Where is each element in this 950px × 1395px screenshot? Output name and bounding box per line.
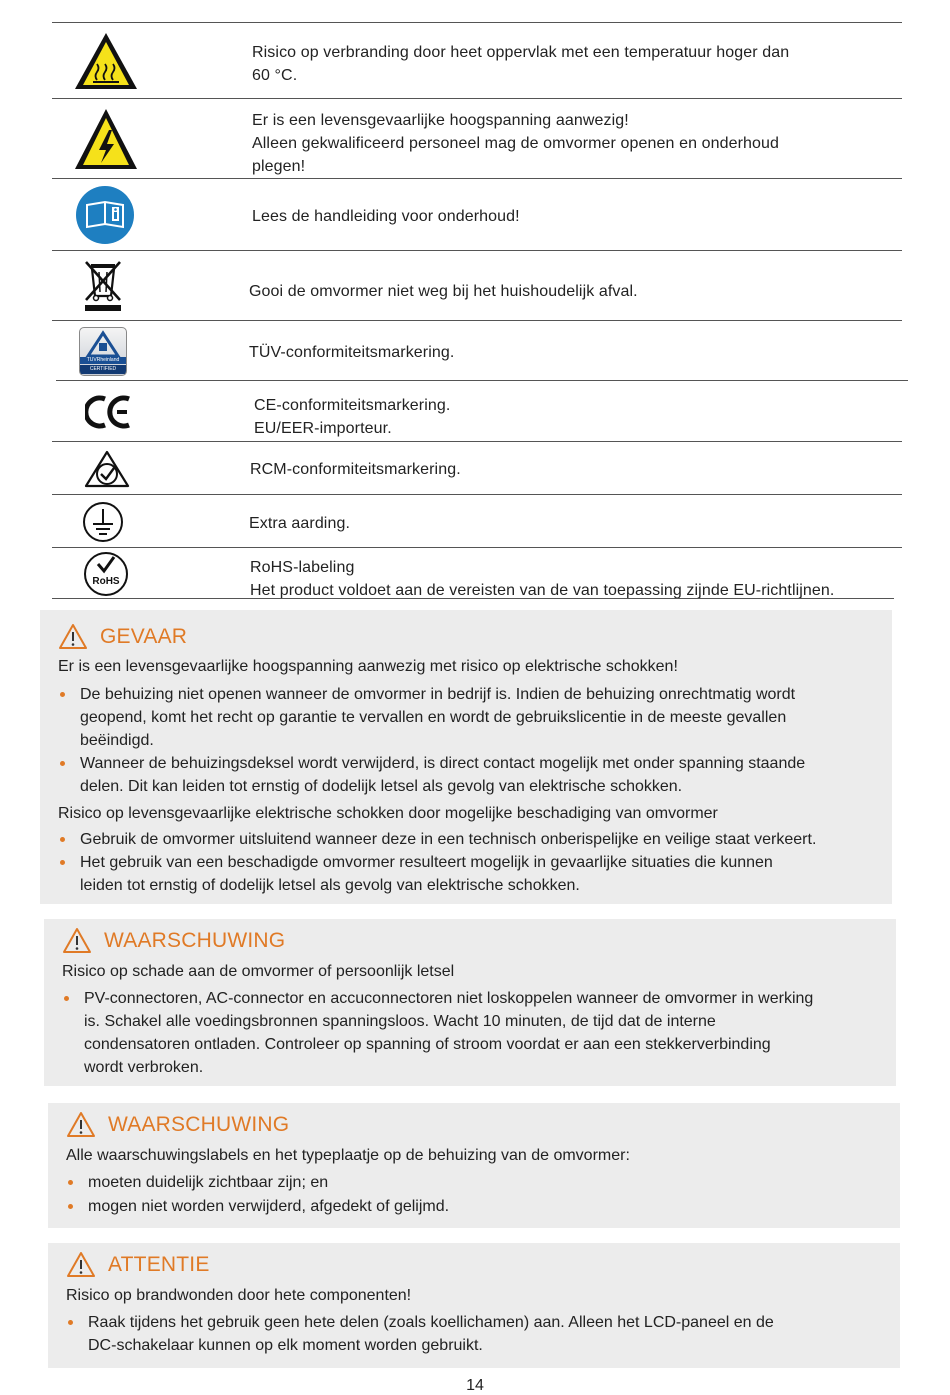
- bullet-line: beëindigd.: [80, 732, 154, 749]
- bullet-line: moeten duidelijk zichtbaar zijn; en: [88, 1174, 329, 1191]
- description-line: Risico op verbranding door heet oppervlak met een temperatuur hoger dan: [252, 44, 790, 61]
- bullet-line: PV-connectoren, AC-connector en accuconnectoren niet loskoppelen wanneer de omvormer in werking: [84, 990, 814, 1007]
- high-voltage-warning-icon: [52, 99, 160, 179]
- protective-earth-icon: [52, 495, 154, 548]
- symbol-row: [52, 22, 902, 99]
- bullet-dot-icon: [68, 1180, 73, 1185]
- symbol-row: [52, 547, 902, 600]
- page-number: 14: [466, 1377, 484, 1394]
- bullet-line: condensatoren ontladen. Controleer op spanning of stroom voordat er aan een stekkerverbinding: [84, 1036, 771, 1053]
- description-line: TÜV-conformiteitsmarkering.: [249, 344, 455, 361]
- symbol-description: [254, 394, 450, 440]
- notice-paragraph: Risico op levensgevaarlijke elektrische schokken door mogelijke beschadiging van omvormer: [58, 805, 718, 822]
- symbol-row: [52, 441, 902, 495]
- bullet-text: [84, 987, 813, 1079]
- symbol-row: [52, 250, 902, 321]
- bullet-line: is. Schakel alle voedingsbronnen spanningsloos. Wacht 10 minuten, de tijd dat de interne: [84, 1013, 716, 1030]
- bullet-text: [80, 683, 795, 752]
- symbol-row: [52, 178, 902, 251]
- bullet-dot-icon: [68, 1320, 73, 1325]
- notice-header: [66, 1251, 210, 1278]
- ce-mark-icon: [56, 381, 162, 442]
- tuv-logo-name: TÜVRheinland: [80, 357, 126, 364]
- bullet-dot-icon: [68, 1204, 73, 1209]
- symbol-row: [52, 320, 902, 381]
- bullet-line: Wanneer de behuizingsdeksel wordt verwijderd, is direct contact mogelijk met onder spanning staande: [80, 755, 806, 772]
- hot-surface-warning-icon: [52, 23, 160, 99]
- description-line: Er is een levensgevaarlijke hoogspanning aanwezig!: [252, 112, 629, 129]
- bullet-dot-icon: [60, 692, 65, 697]
- symbol-description: [250, 556, 834, 602]
- notice-header: [58, 623, 187, 650]
- symbol-row: [52, 494, 902, 548]
- notice-paragraph: Risico op schade aan de omvormer of persoonlijk letsel: [62, 963, 455, 980]
- symbol-description: [252, 41, 789, 87]
- table-bottom-rule: [52, 598, 894, 599]
- notice-title: WAARSCHUWING: [108, 1112, 290, 1136]
- description-line: plegen!: [252, 158, 306, 175]
- warning-triangle-icon: [66, 1251, 96, 1278]
- notice-header: [62, 927, 285, 954]
- warning-triangle-icon: [62, 927, 92, 954]
- bullet-line: DC-schakelaar kunnen op elk moment worden gebruikt.: [88, 1337, 483, 1354]
- danger-notice: [40, 610, 892, 904]
- symbol-description: [249, 512, 350, 535]
- description-line: 60 °C.: [252, 67, 298, 84]
- bullet-line: wordt verbroken.: [84, 1059, 204, 1076]
- symbol-description: [252, 205, 520, 228]
- symbol-row: [52, 98, 902, 179]
- notice-title: WAARSCHUWING: [104, 928, 286, 952]
- bullet-line: Raak tijdens het gebruik geen hete delen (zoals koellichamen) aan. Alleen het LCD-paneel en de: [88, 1314, 774, 1331]
- bullet-dot-icon: [60, 837, 65, 842]
- description-line: Alleen gekwalificeerd personeel mag de omvormer openen en onderhoud: [252, 135, 780, 152]
- description-line: Lees de handleiding voor onderhoud!: [252, 208, 520, 225]
- description-line: CE-conformiteitsmarkering.: [254, 397, 451, 414]
- rohs-logo-text: RoHS: [92, 576, 120, 587]
- bullet-text: [88, 1171, 328, 1194]
- symbol-row: [56, 380, 908, 442]
- symbol-description: [250, 458, 461, 481]
- warning-triangle-icon: [58, 623, 88, 650]
- description-line: Gooi de omvormer niet weg bij het huishoudelijk afval.: [249, 283, 638, 300]
- notice-paragraph: Alle waarschuwingslabels en het typeplaatje op de behuizing van de omvormer:: [66, 1147, 630, 1164]
- bullet-line: mogen niet worden verwijderd, afgedekt of gelijmd.: [88, 1198, 450, 1215]
- bullet-text: [80, 851, 773, 897]
- bullet-line: delen. Dit kan leiden tot ernstig of dodelijk letsel als gevolg van elektrische schokken.: [80, 778, 683, 795]
- bullet-line: De behuizing niet openen wanneer de omvormer in bedrijf is. Indien de behuizing onrechtmatig wordt: [80, 686, 796, 703]
- symbol-description: [249, 280, 638, 303]
- bullet-dot-icon: [60, 860, 65, 865]
- bullet-text: [80, 828, 816, 851]
- notice-header: [66, 1111, 289, 1138]
- notice-title: ATTENTIE: [108, 1252, 210, 1276]
- description-line: RoHS-labeling: [250, 559, 355, 576]
- symbol-description: [252, 109, 779, 178]
- tuv-certified-icon: [52, 321, 154, 381]
- bullet-line: Het gebruik van een beschadigde omvormer resulteert mogelijk in gevaarlijke situaties die kunnen: [80, 854, 773, 871]
- warning-notice: [48, 1103, 900, 1228]
- rcm-mark-icon: [52, 442, 162, 495]
- notice-paragraph: Er is een levensgevaarlijke hoogspanning aanwezig met risico op elektrische schokken!: [58, 658, 678, 675]
- notice-paragraph: Risico op brandwonden door hete componenten!: [66, 1287, 412, 1304]
- bullet-dot-icon: [64, 996, 69, 1001]
- warning-triangle-icon: [66, 1111, 96, 1138]
- bullet-line: Gebruik de omvormer uitsluitend wanneer deze in een technisch onberispelijke en veilige staat verkeert.: [80, 831, 817, 848]
- description-line: Het product voldoet aan de vereisten van de van toepassing zijnde EU-richtlijnen.: [250, 582, 835, 599]
- read-manual-icon: [52, 179, 158, 251]
- warning-notice: [44, 919, 896, 1086]
- description-line: Extra aarding.: [249, 515, 351, 532]
- symbol-description: [249, 341, 454, 364]
- tuv-logo: [79, 327, 127, 376]
- tuv-logo-certified: CERTIFIED: [80, 365, 126, 374]
- notice-title: GEVAAR: [100, 624, 188, 648]
- rohs-mark-icon: [52, 548, 160, 600]
- bullet-text: [80, 752, 805, 798]
- weee-crossed-bin-icon: [52, 251, 154, 321]
- bullet-text: [88, 1195, 449, 1218]
- description-line: RCM-conformiteitsmarkering.: [250, 461, 461, 478]
- bullet-line: leiden tot ernstig of dodelijk letsel als gevolg van elektrische schokken.: [80, 877, 580, 894]
- description-line: EU/EER-importeur.: [254, 420, 392, 437]
- bullet-dot-icon: [60, 761, 65, 766]
- attention-notice: [48, 1243, 900, 1368]
- bullet-text: [88, 1311, 774, 1357]
- bullet-line: geopend, komt het recht op garantie te vervallen en wordt de gebruikslicentie in de meeste gevallen: [80, 709, 787, 726]
